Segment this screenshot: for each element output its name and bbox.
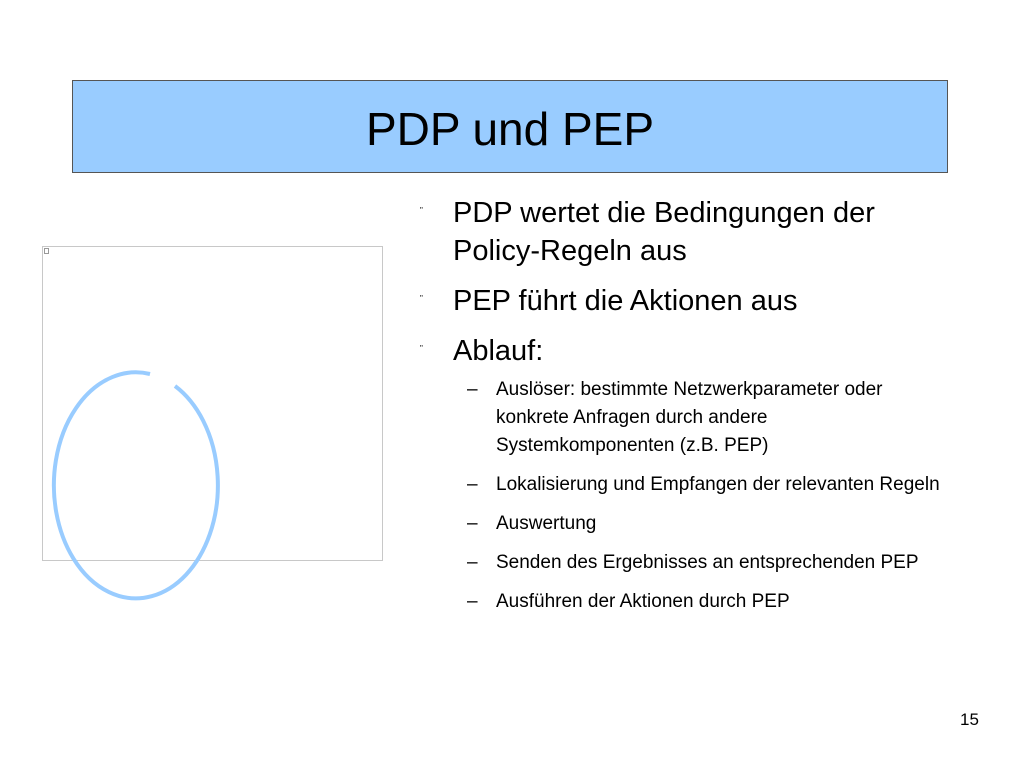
bullet-marker: " bbox=[420, 294, 423, 303]
bullet-text: Ablauf: bbox=[453, 335, 544, 367]
bullet-list bbox=[420, 194, 940, 627]
sub-bullet-text: Auslöser: bestimmte Netzwerkparameter oder konkrete Anfragen durch andere Systemkomponenten (z.B. PEP) bbox=[496, 379, 883, 456]
sub-bullet-dash: – bbox=[467, 591, 478, 612]
bullet-text: PEP führt die Aktionen aus bbox=[453, 285, 798, 317]
sub-bullet-text: Lokalisierung und Empfangen der relevanten Regeln bbox=[496, 474, 940, 495]
sub-bullet-item bbox=[420, 471, 940, 499]
sub-bullet-text: Ausführen der Aktionen durch PEP bbox=[496, 591, 790, 612]
sub-bullet-item bbox=[420, 376, 940, 460]
sub-bullet-dash: – bbox=[467, 379, 478, 400]
slide-title: PDP und PEP bbox=[365, 102, 655, 155]
sub-bullet-dash: – bbox=[467, 552, 478, 573]
sub-bullet-text: Senden des Ergebnisses an entsprechenden PEP bbox=[496, 552, 919, 573]
sub-bullet-dash: – bbox=[467, 513, 478, 534]
page-number: 15 bbox=[960, 710, 979, 729]
sub-bullet-item bbox=[420, 510, 940, 538]
sub-bullet-item bbox=[420, 588, 940, 616]
bullet-marker: " bbox=[420, 206, 423, 215]
sub-bullet-dash: – bbox=[467, 474, 478, 495]
bullet-item bbox=[420, 282, 940, 320]
bullet-marker: " bbox=[420, 344, 423, 353]
bullet-item bbox=[420, 194, 940, 270]
bullet-item bbox=[420, 332, 940, 370]
bullet-text: PDP wertet die Bedingungen der Policy-Regeln aus bbox=[453, 197, 875, 267]
sub-bullet-item bbox=[420, 549, 940, 577]
sub-bullet-text: Auswertung bbox=[496, 513, 597, 534]
cycle-arc bbox=[54, 372, 218, 598]
